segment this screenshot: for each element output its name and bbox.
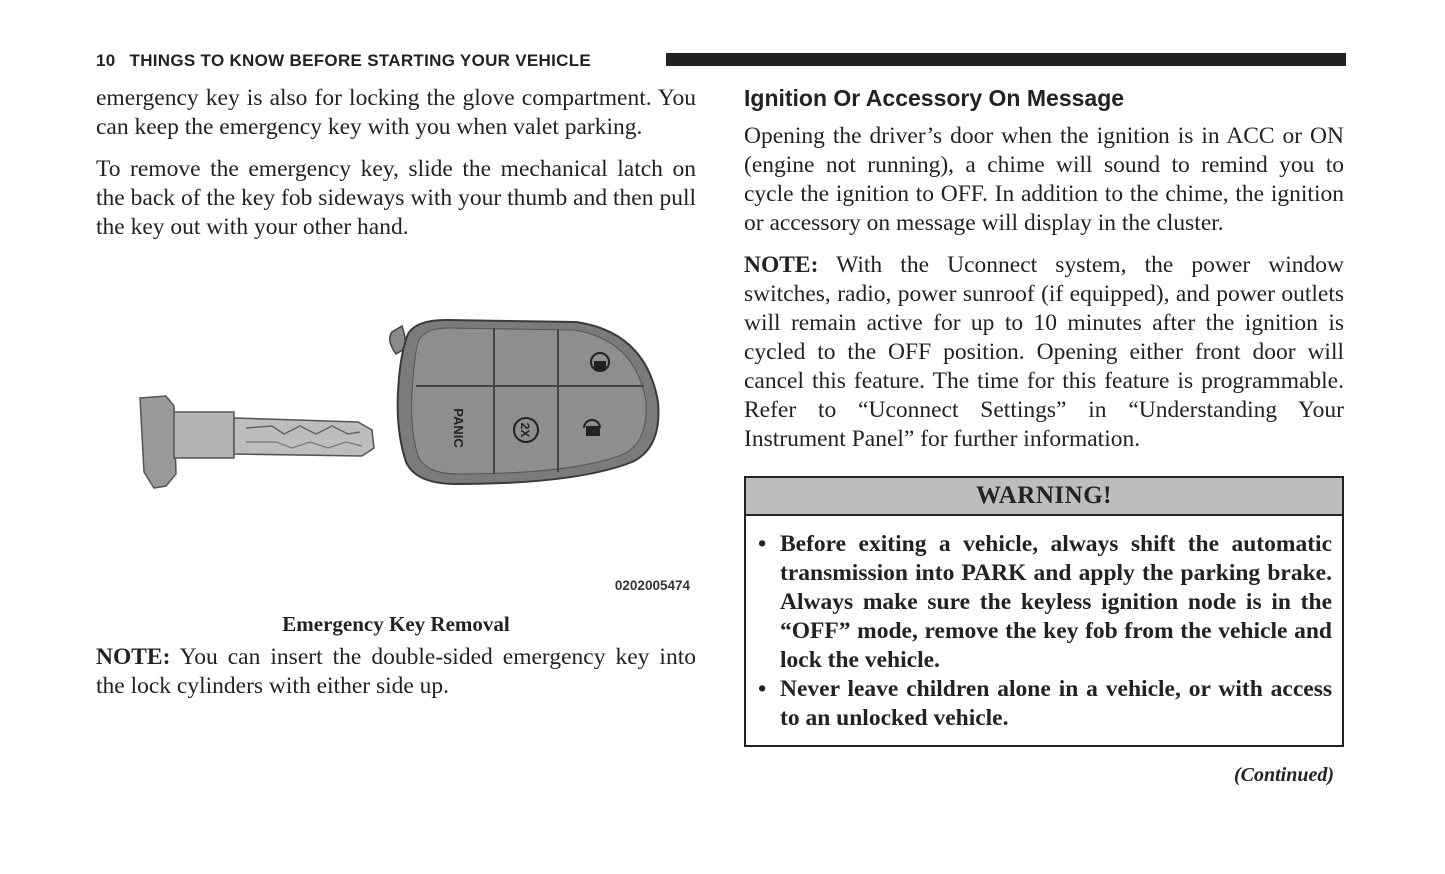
note-emergency-key: [96, 643, 696, 701]
emergency-key-icon: [140, 396, 374, 488]
paragraph-glove-compartment: emergency key is also for locking the glove compartment. You can keep the emergency key with you when valet parking.: [96, 85, 696, 140]
warning-item: [756, 675, 1332, 733]
section-heading: Ignition Or Accessory On Message: [744, 85, 1125, 111]
figure-caption: Emergency Key Removal: [282, 612, 510, 636]
remote-start-label: 2X: [518, 422, 532, 438]
continued-label: (Continued): [1233, 764, 1334, 786]
warning-title: WARNING!: [746, 478, 1342, 516]
paragraph-ignition-message: Opening the driver’s door when the ignition is in ACC or ON (engine not running), a chime will sound to remind you to cycle the ignition to OFF. In addition to the chime, the ignition or accessory on message will display in the cluster.: [744, 123, 1344, 236]
bullet-icon: •: [758, 676, 767, 702]
section-title: THINGS TO KNOW BEFORE STARTING YOUR VEHICLE: [129, 51, 592, 70]
warning-item-text: Never leave children alone in a vehicle, or with access to an unlocked vehicle.: [780, 676, 1332, 731]
key-fob-illustration: [96, 262, 696, 582]
key-fob-figure: [96, 262, 696, 602]
left-column: [96, 84, 696, 701]
warning-body: [746, 516, 1342, 745]
note-text: You can insert the double-sided emergency key into the lock cylinders with either side up.: [96, 644, 696, 699]
header-rule: [666, 53, 1346, 66]
note-label: NOTE:: [96, 644, 171, 670]
page-header: [96, 50, 1346, 72]
figure-code: 0202005474: [614, 578, 690, 593]
note-text: With the Uconnect system, the power window switches, radio, power sunroof (if equipped), and power outlets will remain active for up to 10 minutes after the ignition is cycled to the OFF position. Opening either front door will cancel this feature. The time for this feature is programmable. Refer to “Uconnect Settings” in “Understanding Your Instrument Panel” for further information.: [744, 252, 1344, 452]
key-fob-body: [390, 320, 659, 484]
panic-button-label: PANIC: [451, 408, 466, 448]
note-label: NOTE:: [744, 252, 819, 278]
warning-box: [744, 476, 1344, 747]
warning-item-text: Before exiting a vehicle, always shift the automatic transmission into PARK and apply the parking brake. Always make sure the keyless ignition node is in the “OFF” mode, remove the key fob from the vehicle and lock the vehicle.: [780, 531, 1332, 673]
paragraph-remove-key: To remove the emergency key, slide the mechanical latch on the back of the key fob sideways with your thumb and then pull the key out with your other hand.: [96, 156, 696, 240]
header-text: [96, 51, 591, 71]
right-column: [744, 84, 1344, 790]
page-number: 10: [96, 51, 116, 70]
note-uconnect: [744, 251, 1344, 454]
warning-item: [756, 530, 1332, 675]
bullet-icon: •: [758, 531, 767, 557]
